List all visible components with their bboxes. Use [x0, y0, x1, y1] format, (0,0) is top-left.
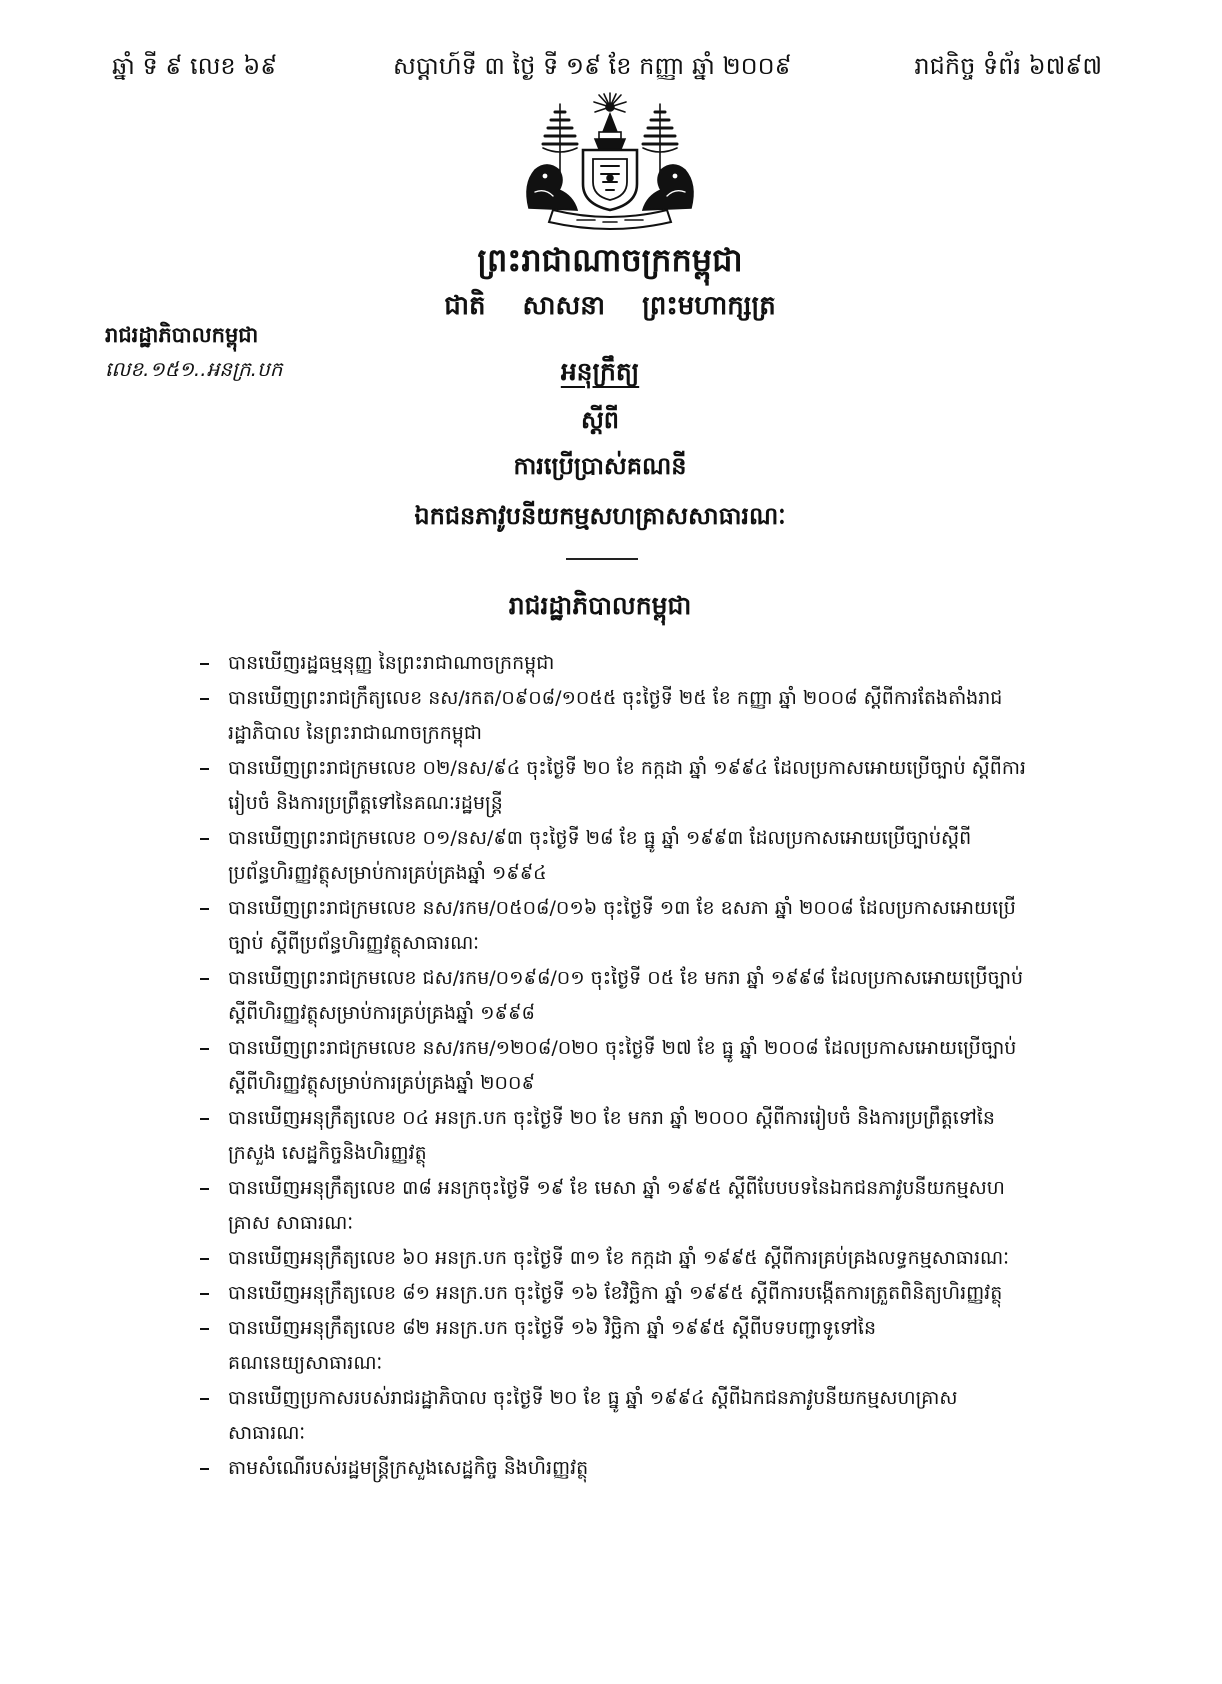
issuer-name: រាជរដ្ឋាភិបាលកម្ពុជា	[105, 323, 259, 347]
list-item-text: បានឃើញរដ្ឋធម្មនុញ្ញ នៃព្រះរាជាណាចក្រកម្ពុជា	[228, 652, 555, 674]
list-item	[198, 681, 1028, 751]
list-item-text: បានឃើញអនុក្រឹត្យលេខ ៦០ អនក្រ.បក ចុះថ្ងៃទី ៣១ ខែ កក្កដា ឆ្នាំ ១៩៩៥ ស្តីពីការគ្រប់គ្រងលទ្ធកម្មសាធារណៈ	[228, 1247, 1010, 1269]
document-type-label: អនុក្រឹត្យ	[560, 357, 640, 386]
bullet-dash	[198, 681, 228, 716]
document-type	[290, 352, 910, 392]
list-item-text: បានឃើញអនុក្រឹត្យលេខ ០៤ អនក្រ.បក ចុះថ្ងៃទី ២០ ខែ មករា ឆ្នាំ ២០០០ ស្តីពីការរៀបចំ និងការប្រព្រឹត្តទៅនៃក្រសួង សេដ្ឋកិច្ចនិងហិរញ្ញវត្ថុ	[228, 1107, 995, 1164]
kingdom-name: ព្រះរាជាណាចក្រកម្ពុជា	[477, 241, 743, 279]
bullet-dash	[198, 1451, 228, 1486]
bullet-dash	[198, 1311, 228, 1346]
list-item-text: បានឃើញព្រះរាជក្រមលេខ ជស/រកម/០១៩៨/០១ ចុះថ្ងៃទី ០៥ ខែ មករា ឆ្នាំ ១៩៩៨ ដែលប្រកាសអោយប្រើច្បាប់ស្តីពីហិរញ្ញវត្ថុសម្រាប់ការគ្រប់គ្រងឆ្នាំ ១៩៩៨	[228, 967, 1024, 1024]
bullet-dash	[198, 891, 228, 926]
bullet-dash	[198, 1381, 228, 1416]
preamble-heading: រាជរដ្ឋាភិបាលកម្ពុជា	[508, 591, 692, 620]
list-item	[198, 1381, 1028, 1451]
document-reference-number: លេខ.១៥១..អនក្រ.បក	[105, 357, 283, 381]
list-item-text: បានឃើញព្រះរាជក្រមលេខ នស/រកម/០៥០៨/០១៦ ចុះថ្ងៃទី ១៣ ខែ ឧសភា ឆ្នាំ ២០០៨ ដែលប្រកាសអោយប្រើច្បាប់ ស្តីពីប្រព័ន្ធហិរញ្ញវត្ថុសាធារណៈ	[228, 897, 1016, 954]
gazette-issue-number: ឆ្នាំ ទី ៩ លេខ ៦៩	[112, 52, 278, 80]
list-item	[198, 891, 1028, 961]
list-item-text: បានឃើញព្រះរាជក្រមលេខ ០១/នស/៩៣ ចុះថ្ងៃទី ២៨ ខែ ធ្នូ ឆ្នាំ ១៩៩៣ ដែលប្រកាសអោយប្រើច្បាប់ស្តីពីប្រព័ន្ធហិរញ្ញវត្ថុសម្រាប់ការគ្រប់គ្រងឆ្នាំ ១៩៩៤	[228, 827, 972, 884]
bullet-dash	[198, 1171, 228, 1206]
gazette-page-number: រាជកិច្ច ទំព័រ ៦៧៩៧	[914, 52, 1102, 80]
title-line-2: ឯកជនភាវូបនីយកម្មសហគ្រាសសាធារណៈ	[414, 502, 786, 530]
list-item	[198, 1311, 1028, 1381]
gazette-date: សប្តាហ៍ទី ៣ ថ្ងៃ ទី ១៩ ខែ កញ្ញា ឆ្នាំ ២០០៩	[393, 52, 792, 80]
list-item-text: បានឃើញព្រះរាជក្រមលេខ ០២/នស/៩៤ ចុះថ្ងៃទី ២០ ខែ កក្កដា ឆ្នាំ ១៩៩៤ ដែលប្រកាសអោយប្រើច្បាប់ ស្តីពីការរៀបចំ និងការប្រព្រឹត្តទៅនៃគណៈរដ្ឋមន្ត្រី	[228, 757, 1026, 814]
list-item-text: បានឃើញព្រះរាជក្រឹត្យលេខ នស/រកត/០៩០៨/១០៥៥ ចុះថ្ងៃទី ២៥ ខែ កញ្ញា ឆ្នាំ ២០០៨ ស្តីពីការតែងតាំងរាជរដ្ឋាភិបាល នៃព្រះរាជាណាចក្រកម្ពុជា	[228, 687, 1003, 744]
list-item	[198, 1031, 1028, 1101]
bullet-dash	[198, 646, 228, 681]
bullet-dash	[198, 1101, 228, 1136]
list-item-text: បានឃើញអនុក្រឹត្យលេខ ៨១ អនក្រ.បក ចុះថ្ងៃទី ១៦ ខែវិច្ឆិកា ឆ្នាំ ១៩៩៥ ស្តីពីការបង្កើតការត្រួតពិនិត្យហិរញ្ញវត្ថុ	[228, 1282, 1003, 1304]
list-item-text: បានឃើញអនុក្រឹត្យលេខ ៨២ អនក្រ.បក ចុះថ្ងៃទី ១៦ វិច្ឆិកា ឆ្នាំ ១៩៩៥ ស្តីពីបទបញ្ជាទូទៅនៃគណនេយ្យសាធារណៈ	[228, 1317, 877, 1374]
royal-coat-of-arms-icon	[515, 92, 705, 232]
bullet-dash	[198, 1031, 228, 1066]
bullet-dash	[198, 751, 228, 786]
motto-religion: សាសនា	[522, 291, 606, 321]
title-divider	[566, 558, 638, 560]
bullet-dash	[198, 821, 228, 856]
title-on: ស្តីពី	[580, 406, 620, 434]
list-item-text: តាមសំណើរបស់រដ្ឋមន្ត្រីក្រសួងសេដ្ឋកិច្ច និងហិរញ្ញវត្ថុ	[228, 1457, 589, 1479]
list-item-text: បានឃើញប្រកាសរបស់រាជរដ្ឋាភិបាល ចុះថ្ងៃទី ២០ ខែ ធ្នូ ឆ្នាំ ១៩៩៤ ស្តីពីឯកជនភាវូបនីយកម្មសហគ្រាសសាធារណៈ	[228, 1387, 958, 1444]
list-item	[198, 1101, 1028, 1171]
list-item	[198, 1276, 1028, 1311]
list-item	[198, 821, 1028, 891]
list-item	[198, 646, 1028, 681]
preamble-list	[198, 646, 1028, 1486]
list-item	[198, 961, 1028, 1031]
motto-nation: ជាតិ	[444, 291, 486, 321]
list-item	[198, 1241, 1028, 1276]
bullet-dash	[198, 961, 228, 996]
list-item	[198, 751, 1028, 821]
list-item	[198, 1451, 1028, 1486]
title-line-1: ការប្រើប្រាស់គណនី	[513, 452, 687, 480]
list-item-text: បានឃើញអនុក្រឹត្យលេខ ៣៨ អនក្រចុះថ្ងៃទី ១៩ ខែ មេសា ឆ្នាំ ១៩៩៥ ស្តីពីបែបបទនៃឯកជនភាវូបនីយកម្មសហគ្រាស សាធារណៈ	[228, 1177, 1005, 1234]
list-item-text: បានឃើញព្រះរាជក្រមលេខ នស/រកម/១២០៨/០២០ ចុះថ្ងៃទី ២៧ ខែ ធ្នូ ឆ្នាំ ២០០៨ ដែលប្រកាសអោយប្រើច្បាប់ ស្តីពីហិរញ្ញវត្ថុសម្រាប់ការគ្រប់គ្រងឆ្នាំ ២០០៩	[228, 1037, 1017, 1094]
bullet-dash	[198, 1276, 228, 1311]
list-item	[198, 1171, 1028, 1241]
bullet-dash	[198, 1241, 228, 1276]
motto-king: ព្រះមហាក្សត្រ	[642, 291, 776, 321]
national-motto	[300, 286, 920, 326]
